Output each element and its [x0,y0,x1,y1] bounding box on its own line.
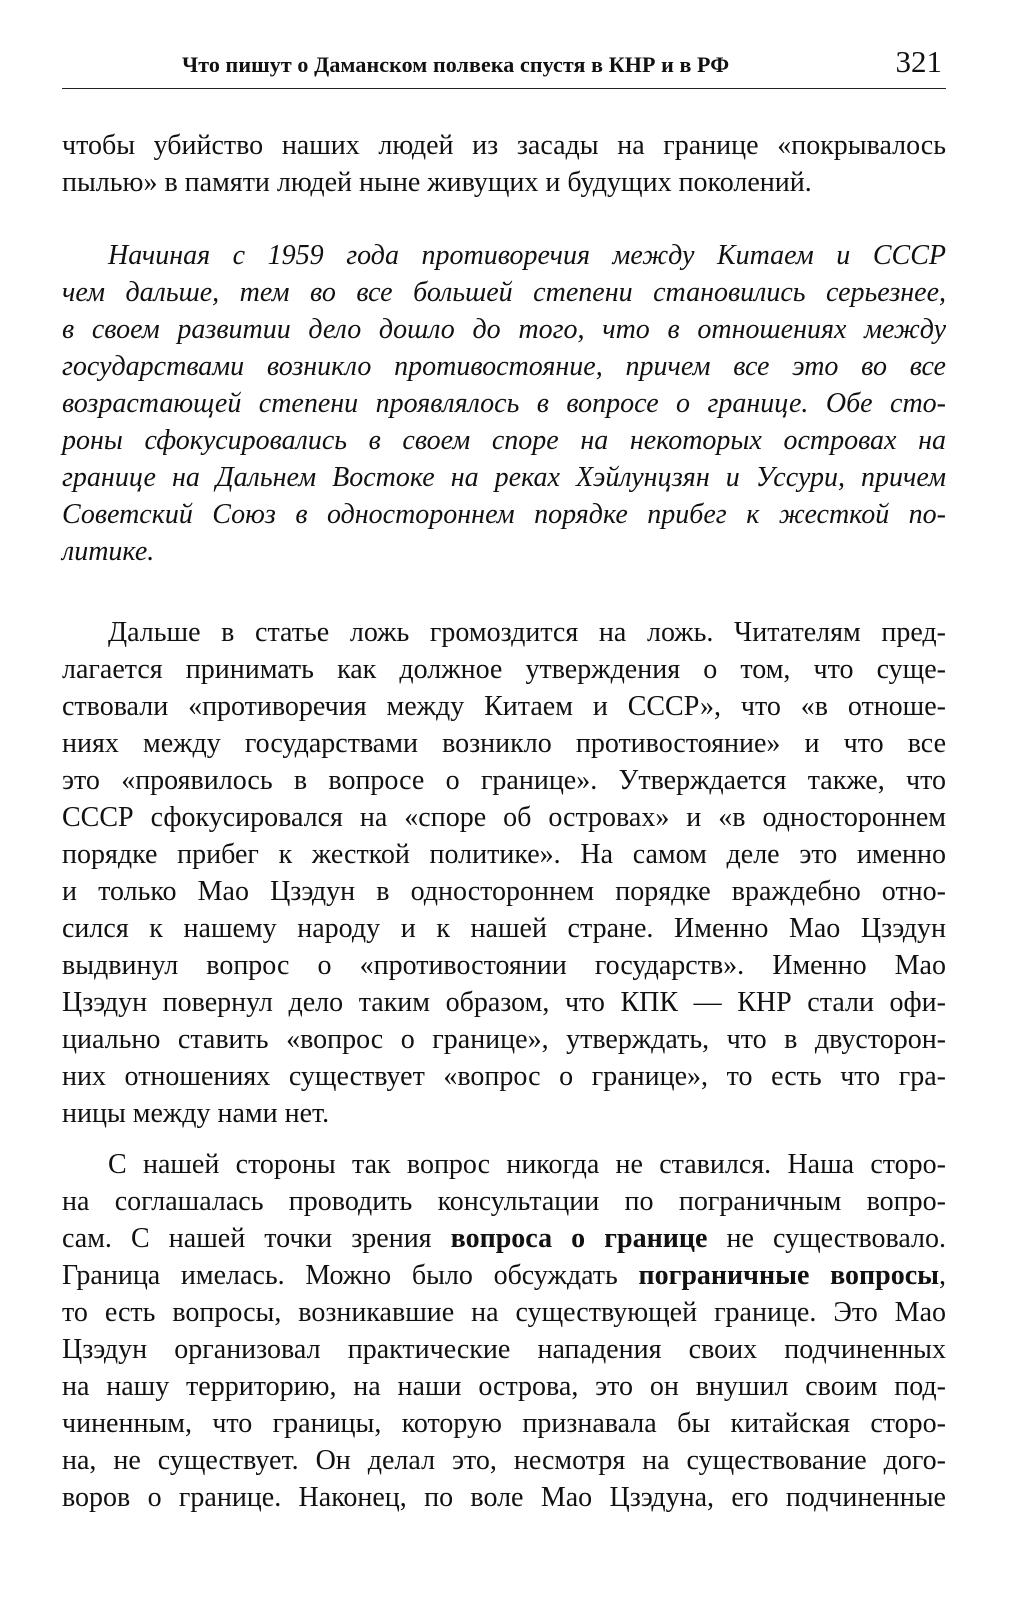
quote-line: границе на Дальнем Востоке на реках Хэйлунцзян и Уссури, причем [62,462,946,493]
paragraph-3 [62,1146,946,1516]
text-line: это «проявилось в вопросе о границе». Утверждается также, что [62,765,946,796]
bold-term: вопроса о границе [450,1223,708,1254]
text-segment: не существовало. [707,1223,946,1254]
text-line: то есть вопросы, возникавшие на существующей границе. Это Мао [62,1297,946,1328]
text-line: лагается принимать как должное утверждения о том, что суще- [62,654,946,685]
text-line: сился к нашему народу и к нашей стране. Именно Мао Цзэдун [62,913,946,944]
quote-line: в своем развитии дело дошло до того, что в отношениях между [62,314,946,345]
quote-line: роны сфокусировались в своем споре на некоторых островах на [62,425,946,456]
text-line: на соглашалась проводить консультации по пограничным вопро- [62,1186,946,1217]
text-line: и только Мао Цзэдун в одностороннем порядке враждебно отно- [62,876,946,907]
text-line: на нашу территорию, на наши острова, это он внушил своим под- [62,1371,946,1402]
paragraph-2 [62,614,946,1132]
quote-line: возрастающей степени проявлялось в вопросе о границе. Обе сто- [62,388,946,419]
text-line: С нашей стороны так вопрос никогда не ставился. Наша сторо- [108,1149,946,1180]
text-line: ствовали «противоречия между Китаем и СССР», что «в отноше- [62,691,946,722]
text-line: на, не существует. Он делал это, несмотря на существование дого- [62,1445,946,1476]
text-line: них отношениях существует «вопрос о границе», то есть что гра- [62,1061,946,1092]
text-line: циально ставить «вопрос о границе», утверждать, что в двусторон- [62,1024,946,1055]
text-line: Дальше в статье ложь громоздится на ложь. Читателям пред- [108,617,946,648]
text-line: выдвинул вопрос о «противостоянии государств». Именно Мао [62,950,946,981]
quote-line: литике. [62,536,155,567]
quote-line: чем дальше, тем во все большей степени становились серьезнее, [62,277,946,308]
text-line-with-bold [62,1257,946,1294]
bold-term: пограничные вопросы [638,1260,940,1291]
text-line: чтобы убийство наших людей из засады на границе «покрывалось [62,130,946,161]
text-line: Цзэдун повернул дело таким образом, что КПК — КНР стали офи- [62,987,946,1018]
text-segment: Граница имелась. Можно было обсуждать [62,1260,639,1291]
text-segment: , [939,1260,947,1291]
italic-quotation [62,237,946,570]
text-line: пылью» в памяти людей ныне живущих и будущих поколений. [62,167,812,198]
text-segment: сам. С нашей точки зрения [62,1223,451,1254]
quote-line: Советский Союз в одностороннем порядке прибег к жесткой по- [62,499,946,530]
quote-line: государствами возникло противостояние, причем все это во все [62,351,946,382]
page-number: 321 [895,44,942,79]
text-line: чиненным, что границы, которую признавала бы китайская сторо- [62,1408,946,1439]
text-line: воров о границе. Наконец, по воле Мао Цзэдуна, его подчиненные [62,1482,946,1513]
quote-line: Начиная с 1959 года противоречия между Китаем и СССР [108,240,946,271]
page-header [62,44,946,89]
text-line: СССР сфокусировался на «споре об островах» и «в одностороннем [62,802,946,833]
running-head: Что пишут о Даманском полвека спустя в КНР и в РФ [182,52,730,77]
paragraph-continuation [62,127,946,201]
text-line-with-bold [62,1220,946,1257]
text-line: Цзэдун организовал практические нападения своих подчиненных [62,1334,946,1365]
text-line: ниях между государствами возникло противостояние» и что все [62,728,946,759]
text-line: порядке прибег к жесткой политике». На самом деле это именно [62,839,946,870]
text-line: ницы между нами нет. [62,1098,330,1129]
